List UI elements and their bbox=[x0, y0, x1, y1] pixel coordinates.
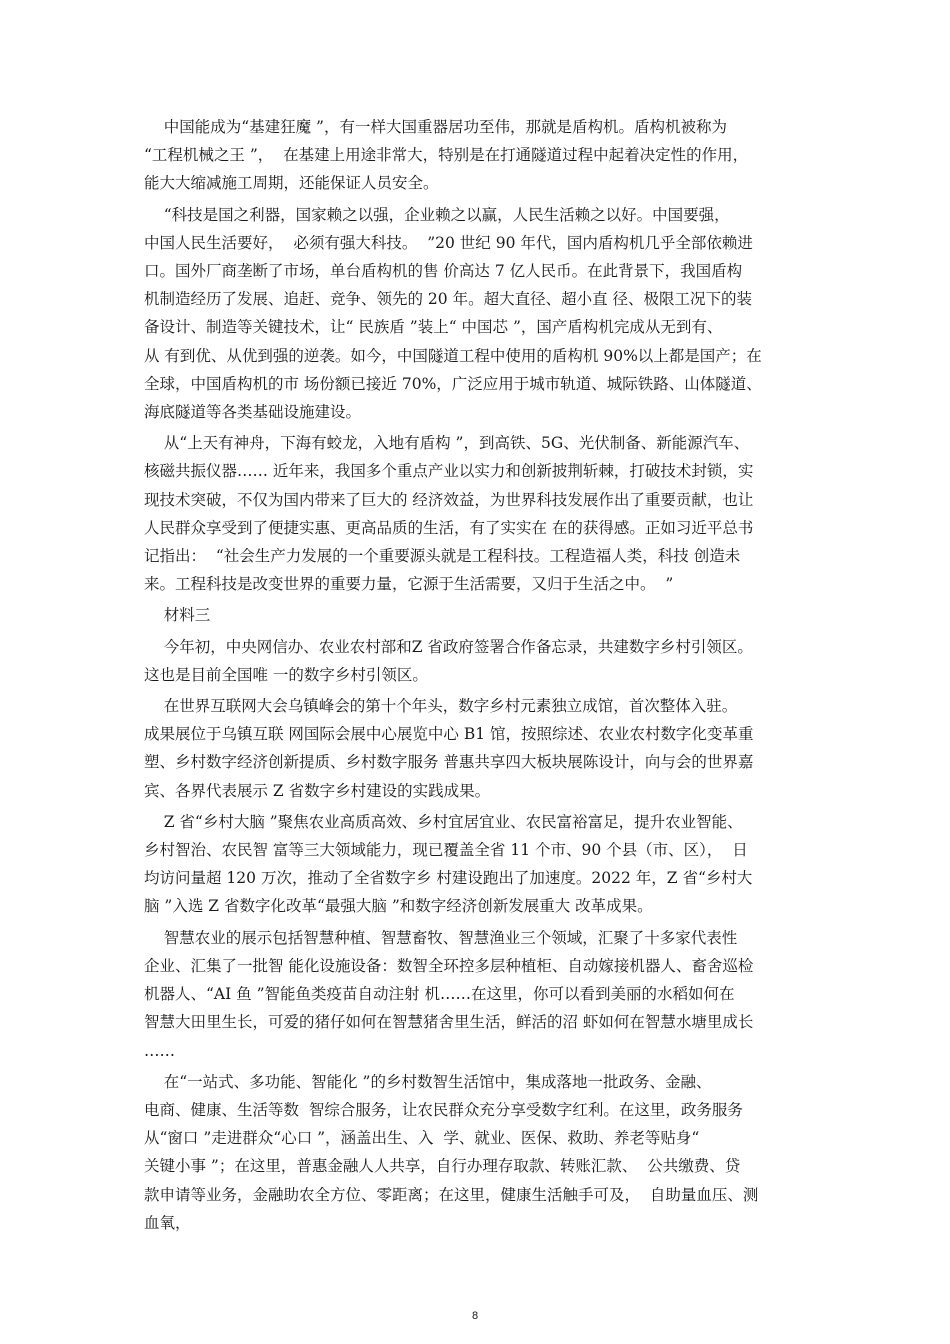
text-line: 款申请等业务，金融助农全方位、零距离；在这里，健康生活触手可及， 自助量血压、测 bbox=[144, 1185, 759, 1204]
text-line: 从“窗口 ”走进群众“心口 ”，涵盖出生、入 学、就业、医保、救助、养老等贴身“ bbox=[144, 1129, 700, 1148]
text-line: 今年初，中央网信办、农业农村部和Z 省政府签署合作备忘录，共建数字乡村引领区。 bbox=[144, 637, 753, 656]
document-body bbox=[144, 113, 816, 1240]
text-line: 来。工程科技是改变世界的重要力量，它源于生活需要，又归于生活之中。 ” bbox=[144, 575, 674, 594]
text-line: 成果展位于乌镇互联 网国际会展中心展览中心 B1 馆，按照综述、农业农村数字化变革重 bbox=[144, 725, 754, 744]
text-line: Z 省“乡村大脑 ”聚焦农业高质高效、乡村宜居宜业、农民富裕富足，提升农业智能、 bbox=[144, 812, 743, 831]
paragraph bbox=[144, 633, 816, 689]
text-line: 海底隧道等各类基础设施建设。 bbox=[144, 403, 362, 422]
page-number: 8 bbox=[471, 1310, 479, 1322]
text-line: “工程机械之王 ”， 在基建上用途非常大，特别是在打通隧道过程中起着决定性的作用， bbox=[144, 146, 749, 165]
text-line: 记指出： “社会生产力发展的一个重要源头就是工程科技。工程造福人类，科技 创造未 bbox=[144, 547, 741, 566]
text-line: 机器人、“AI 鱼 ”智能鱼类疫苗自动注射 机……在这里，你可以看到美丽的水稻如何在 bbox=[144, 985, 735, 1004]
text-line: 企业、汇集了一批智 能化设施设备：数智全环控多层种植柜、自动嫁接机器人、畜舍巡检 bbox=[144, 956, 754, 975]
text-line: 血氧， bbox=[144, 1213, 191, 1232]
text-line: “科技是国之利器，国家赖之以强，企业赖之以赢，人民生活赖之以好。中国要强， bbox=[144, 205, 730, 224]
text-line: 口。国外厂商垄断了市场，单台盾构机的售 价高达 7 亿人民币。在此背景下，我国盾构 bbox=[144, 262, 743, 281]
text-line: 全球，中国盾构机的市 场份额已接近 70%，广泛应用于城市轨道、城际铁路、山体隧道、 bbox=[144, 374, 762, 393]
text-line: 材料三 bbox=[144, 606, 211, 625]
paragraph bbox=[144, 1068, 816, 1237]
text-line: 在“一站式、多功能、智能化 ”的乡村数智生活馆中，集成落地一批政务、金融、 bbox=[144, 1072, 712, 1091]
text-line: 核磁共振仪器…… 近年来，我国多个重点产业以实力和创新披荆斩棘，打破技术封锁，实 bbox=[144, 462, 754, 481]
text-line: 能大大缩减施工周期，还能保证人员安全。 bbox=[144, 174, 439, 193]
paragraph bbox=[144, 601, 816, 629]
text-line: 从“上天有神舟，下海有蛟龙，入地有盾构 ”，到高铁、5G、光伏制备、新能源汽车、 bbox=[144, 434, 750, 453]
text-line: 这也是目前全国唯 一的数字乡村引领区。 bbox=[144, 665, 428, 684]
paragraph bbox=[144, 429, 816, 598]
paragraph bbox=[144, 201, 816, 427]
text-line: 电商、健康、生活等数 智综合服务，让农民群众充分享受数字红利。在这里，政务服务 bbox=[144, 1100, 743, 1119]
text-line: 智慧大田里生长，可爱的猪仔如何在智慧猪舍里生活，鲜活的沼 虾如何在智慧水塘里成长 bbox=[144, 1013, 754, 1032]
text-line: 中国能成为“基建狂魔 ”，有一样大国重器居功至伟，那就是盾构机。盾构机被称为 bbox=[144, 118, 727, 136]
text-line: 现技术突破，不仅为国内带来了巨大的 经济效益，为世界科技发展作出了重要贡献，也让 bbox=[144, 490, 754, 509]
text-line: 在世界互联网大会乌镇峰会的第十个年头，数字乡村元素独立成馆，首次整体入驻。 bbox=[144, 697, 738, 716]
text-line: 均访问量超 120 万次，推动了全省数字乡 村建设跑出了加速度。2022 年，Z 省“乡村大 bbox=[144, 869, 753, 888]
paragraph bbox=[144, 692, 816, 805]
paragraph bbox=[144, 924, 816, 1065]
text-line: 乡村智治、农民智 富等三大领域能力，现已覆盖全省 11 个市、90 个县（市、区）， 日 bbox=[144, 841, 748, 860]
text-line: 备设计、制造等关键技术，让“ 民族盾 ”装上“ 中国芯 ”，国产盾构机完成从无到有、 bbox=[144, 318, 723, 337]
paragraph bbox=[144, 808, 816, 921]
text-line: 宾、各界代表展示 Z 省数字乡村建设的实践成果。 bbox=[144, 781, 491, 800]
text-line: …… bbox=[144, 1041, 175, 1060]
paragraph bbox=[144, 113, 816, 198]
text-line: 脑 ”入选 Z 省数字化改革“最强大脑 ”和数字经济创新发展重大 改革成果。 bbox=[144, 897, 653, 916]
text-line: 机制造经历了发展、追赶、竞争、领先的 20 年。超大直径、超小直 径、极限工况下的装 bbox=[144, 290, 753, 309]
text-line: 关键小事 ”；在这里，普惠金融人人共享，自行办理存取款、转账汇款、 公共缴费、贷 bbox=[144, 1157, 741, 1176]
text-line: 人民群众享受到了便捷实惠、更高品质的生活，有了实实在 在的获得感。正如习近平总书 bbox=[144, 518, 754, 537]
text-line: 中国人民生活要好， 必须有强大科技。 ”20 世纪 90 年代，国内盾构机几乎全部依赖进 bbox=[144, 233, 753, 252]
text-line: 塑、乡村数字经济创新提质、乡村数字服务 普惠共享四大板块展陈设计，向与会的世界嘉 bbox=[144, 753, 754, 772]
text-line: 智慧农业的展示包括智慧种植、智慧畜牧、智慧渔业三个领域，汇聚了十多家代表性 bbox=[144, 928, 738, 947]
text-line: 从 有到优、从优到强的逆袭。如今，中国隧道工程中使用的盾构机 90%以上都是国产；在 bbox=[144, 346, 762, 365]
